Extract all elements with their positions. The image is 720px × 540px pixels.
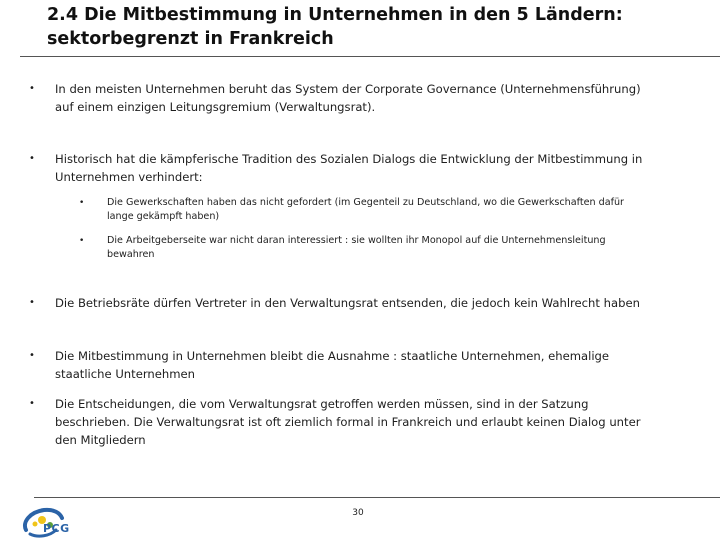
sub-bullet-text-line: bewahren: [107, 249, 155, 260]
bullet-text-line: Historisch hat die kämpferische Tradition des Sozialen Dialogs die Entwicklung der Mitbestimmung in: [55, 152, 643, 166]
bullet-item: [29, 80, 705, 116]
bullet-text-line: Die Entscheidungen, die vom Verwaltungsrat getroffen werden müssen, sind in der Satzung: [55, 397, 589, 411]
bullet-text-line: Unternehmen verhindert:: [55, 170, 203, 184]
slide-title: [47, 3, 687, 51]
bullet-item: [29, 347, 705, 383]
bullet-text-line: auf einem einzigen Leitungsgremium (Verwaltungsrat).: [55, 100, 376, 114]
page-number: 30: [352, 508, 364, 518]
slide-title-line-2: sektorbegrenzt in Frankreich: [47, 29, 334, 49]
bullet-dot: •: [29, 153, 35, 164]
bullet-item: [29, 294, 715, 312]
sub-bullet-item: [79, 196, 707, 224]
sub-bullet-text-line: Die Gewerkschaften haben das nicht gefordert (im Gegenteil zu Deutschland, wo die Gewerkschaften dafür: [107, 197, 624, 208]
slide-title-line-1: 2.4 Die Mitbestimmung in Unternehmen in den 5 Ländern:: [47, 5, 623, 25]
sub-bullet-item: [79, 234, 707, 262]
bullet-text-line: Die Mitbestimmung in Unternehmen bleibt die Ausnahme : staatliche Unternehmen, ehemalige: [55, 349, 610, 363]
bullet-item: [29, 395, 705, 449]
sub-bullet-dot: •: [79, 198, 85, 208]
sub-bullet-dot: •: [79, 236, 85, 246]
bullet-dot: •: [29, 297, 35, 308]
footer-divider: [34, 497, 720, 498]
bullet-text-line: Die Betriebsräte dürfen Vertreter in den Verwaltungsrat entsenden, die jedoch kein Wahlrecht haben: [55, 296, 640, 310]
logo-text: PCG: [43, 522, 70, 535]
bullet-text-line: beschrieben. Die Verwaltungsrat ist oft ziemlich formal in Frankreich und erlaubt keinen Dialog unter: [55, 415, 641, 429]
bullet-dot: •: [29, 350, 35, 361]
bullet-text-line: In den meisten Unternehmen beruht das System der Corporate Governance (Unternehmensführung): [55, 82, 641, 96]
bullet-text-line: den Mitgliedern: [55, 433, 146, 447]
sub-bullet-text-line: Die Arbeitgeberseite war nicht daran interessiert : sie wollten ihr Monopol auf die Unternehmensleitung: [107, 235, 606, 246]
bullet-item: [29, 150, 705, 186]
bullet-text-line: staatliche Unternehmen: [55, 367, 196, 381]
bullet-dot: •: [29, 83, 35, 94]
bullet-dot: •: [29, 398, 35, 409]
title-divider: [20, 56, 720, 57]
sub-bullet-text-line: lange gekämpft haben): [107, 211, 220, 222]
